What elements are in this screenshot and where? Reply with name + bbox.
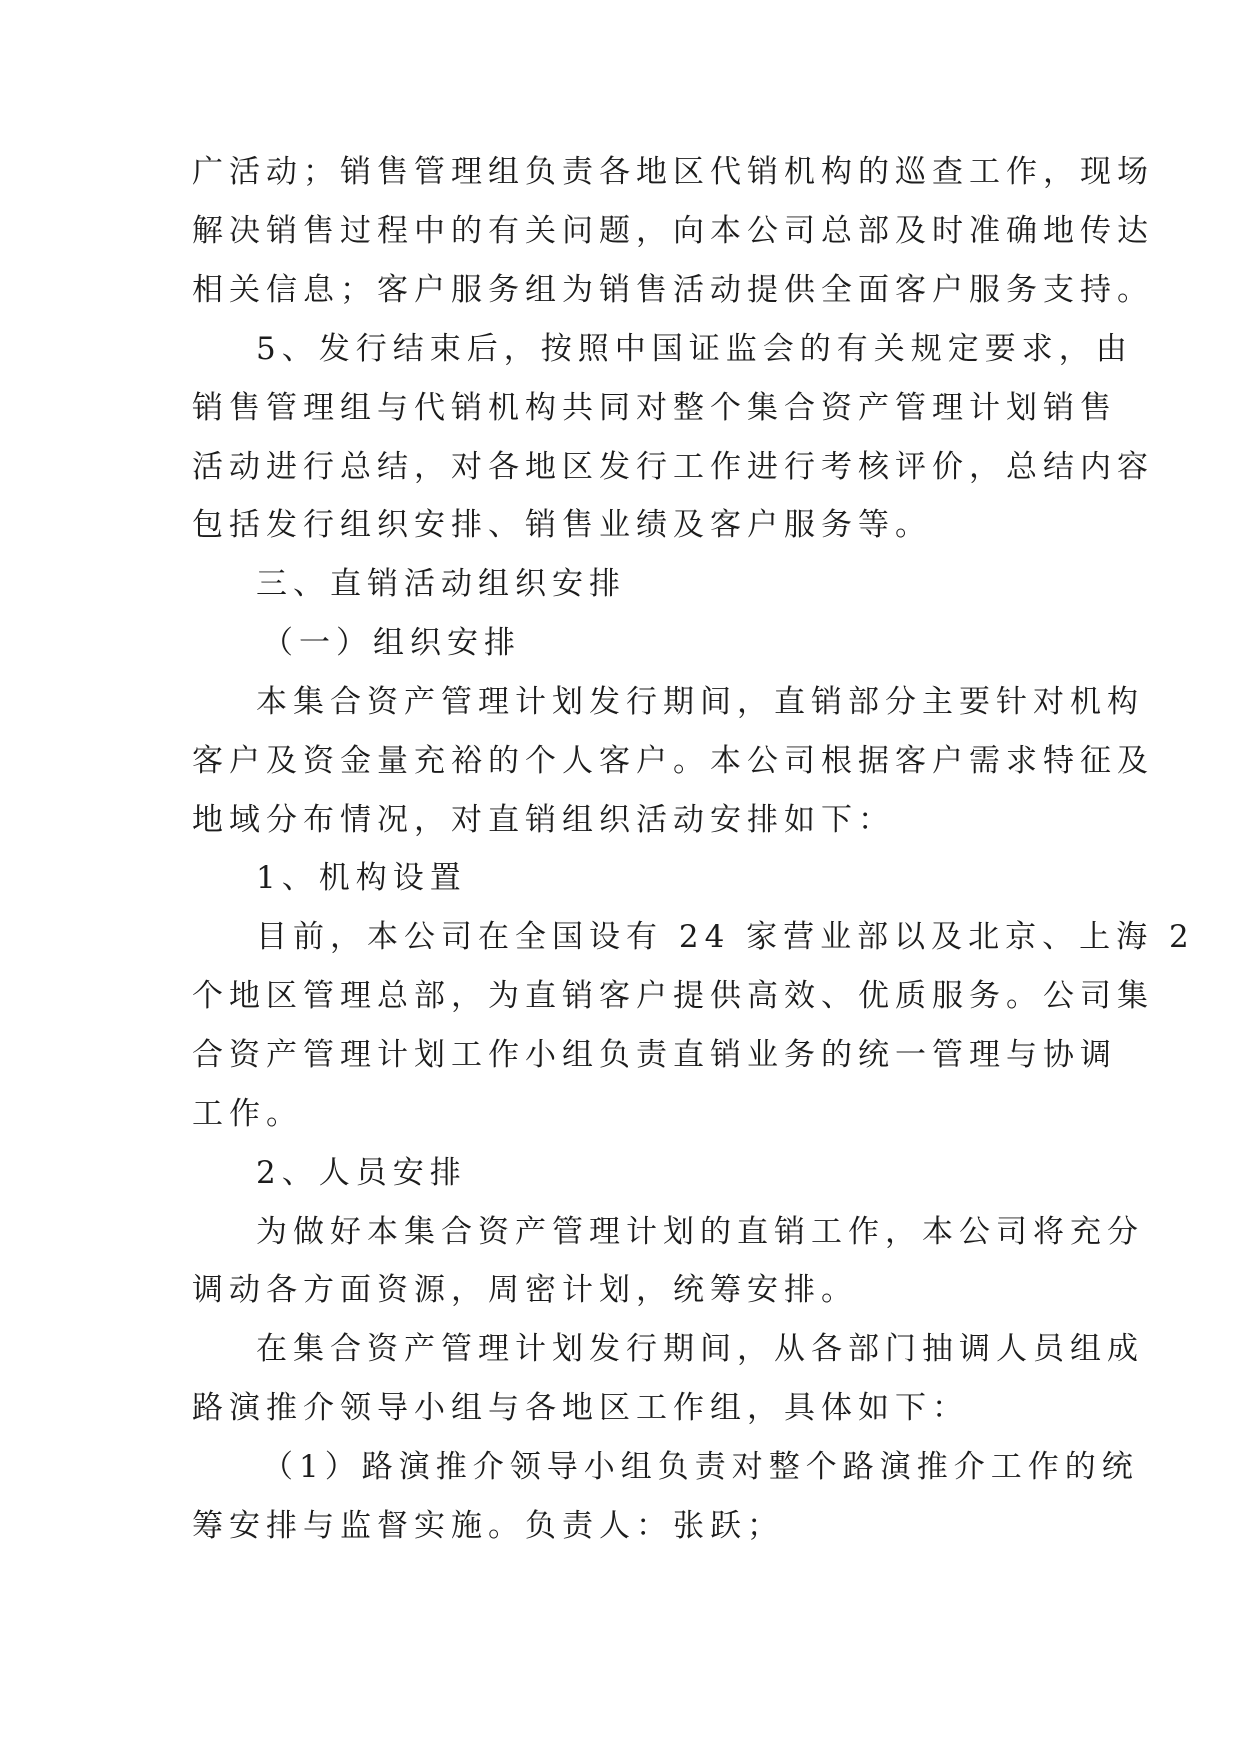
section-heading: 三、直销活动组织安排 (256, 566, 626, 602)
paragraph-line: 调动各方面资源，周密计划，统筹安排。 (192, 1272, 858, 1308)
paragraph-line: 工作。 (192, 1096, 303, 1132)
paragraph-line: 解决销售过程中的有关问题，向本公司总部及时准确地传达 (192, 213, 1154, 249)
paragraph-line: 5、发行结束后，按照中国证监会的有关规定要求，由 (256, 331, 1133, 367)
paragraph-line: 销售管理组与代销机构共同对整个集合资产管理计划销售 (192, 390, 1117, 426)
paragraph-line: （1）路演推介领导小组负责对整个路演推介工作的统 (262, 1449, 1139, 1485)
paragraph-line: 在集合资产管理计划发行期间，从各部门抽调人员组成 (256, 1331, 1144, 1367)
paragraph-line: 活动进行总结，对各地区发行工作进行考核评价，总结内容 (192, 449, 1154, 485)
paragraph-line: 本集合资产管理计划发行期间，直销部分主要针对机构 (256, 684, 1144, 720)
paragraph-line: 地域分布情况，对直销组织活动安排如下： (192, 802, 895, 838)
paragraph-line: 路演推介领导小组与各地区工作组，具体如下： (192, 1390, 969, 1426)
paragraph-line: 包括发行组织安排、销售业绩及客户服务等。 (192, 507, 932, 543)
paragraph-line: 合资产管理计划工作小组负责直销业务的统一管理与协调 (192, 1037, 1117, 1073)
item-heading: 1、机构设置 (256, 860, 467, 896)
paragraph-line: 目前，本公司在全国设有 24 家营业部以及北京、上海 2 (256, 919, 1195, 955)
paragraph-line: 广活动；销售管理组负责各地区代销机构的巡查工作，现场 (192, 154, 1154, 190)
paragraph-line: 筹安排与监督实施。负责人：张跃； (192, 1508, 784, 1544)
paragraph-line: 客户及资金量充裕的个人客户。本公司根据客户需求特征及 (192, 743, 1154, 779)
item-heading: 2、人员安排 (256, 1155, 467, 1191)
paragraph-line: 为做好本集合资产管理计划的直销工作，本公司将充分 (256, 1214, 1144, 1250)
subsection-heading: （一）组织安排 (262, 625, 521, 661)
paragraph-line: 相关信息；客户服务组为销售活动提供全面客户服务支持。 (192, 272, 1154, 308)
paragraph-line: 个地区管理总部，为直销客户提供高效、优质服务。公司集 (192, 978, 1154, 1014)
